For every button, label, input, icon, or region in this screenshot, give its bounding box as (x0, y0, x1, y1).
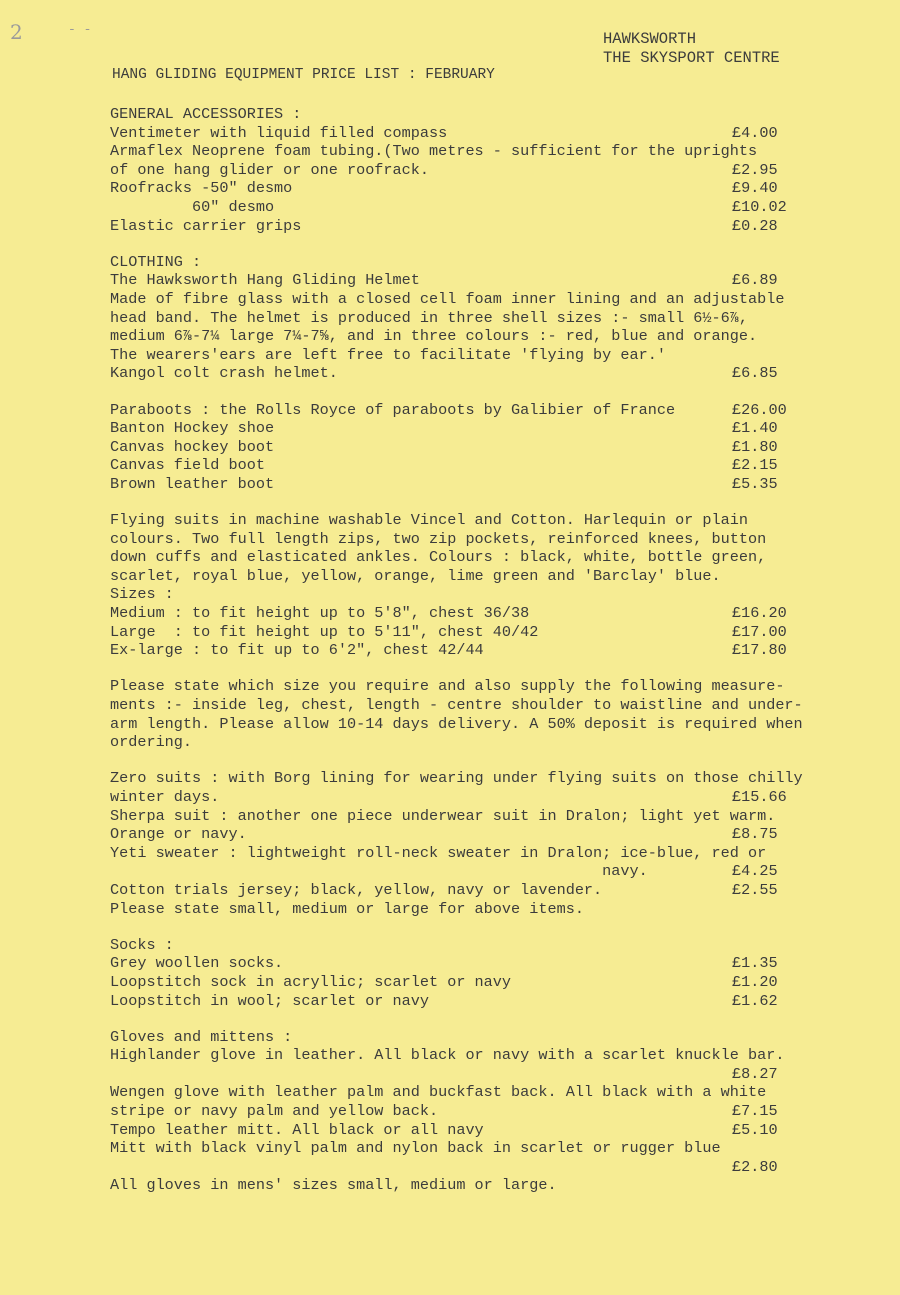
item-text: navy. (110, 862, 648, 881)
list-item (110, 142, 820, 161)
item-text: Roofracks -50" desmo (110, 179, 293, 198)
description-line (110, 567, 820, 586)
description-line (110, 511, 820, 530)
list-item (110, 124, 820, 143)
page-title: HANG GLIDING EQUIPMENT PRICE LIST : FEBRUARY (112, 67, 495, 83)
section-heading (110, 105, 820, 124)
pencil-mark-2: - - (68, 22, 92, 37)
list-item (110, 364, 820, 383)
description-line (110, 548, 820, 567)
item-text: winter days. (110, 787, 220, 806)
item-price: £15.66 (732, 787, 787, 806)
list-item (110, 825, 820, 844)
item-text: CLOTHING : (110, 252, 202, 271)
item-price: £1.20 (732, 972, 778, 991)
item-price: £1.62 (732, 991, 778, 1010)
item-text: Canvas field boot (110, 456, 265, 475)
list-item (110, 844, 820, 863)
item-text: Highlander glove in leather. All black or navy with a scarlet knuckle bar. (110, 1046, 785, 1065)
list-item (110, 1121, 820, 1140)
size-item (110, 623, 820, 642)
note-line (110, 715, 820, 734)
company-name: HAWKSWORTH (603, 30, 697, 48)
item-text: All gloves in mens' sizes small, medium or large. (110, 1176, 557, 1195)
list-item (110, 179, 820, 198)
section-heading (110, 253, 820, 272)
spacer (110, 1010, 820, 1028)
size-item (110, 604, 820, 623)
item-text: ments :- inside leg, chest, length - centre shoulder to waistline and under- (110, 696, 803, 714)
list-item (110, 271, 820, 290)
item-price: £1.35 (732, 954, 778, 973)
item-text: arm length. Please allow 10-14 days delivery. A 50% deposit is required when (110, 714, 803, 733)
note-line (110, 677, 820, 696)
list-item (110, 419, 820, 438)
pencil-mark: 2 (10, 20, 23, 44)
item-price: £2.15 (732, 456, 778, 475)
list-item (110, 1102, 820, 1121)
note-line (110, 696, 820, 715)
item-price: £26.00 (732, 400, 787, 419)
item-price: £6.85 (732, 364, 778, 383)
list-item (110, 788, 820, 807)
item-text: GENERAL ACCESSORIES : (110, 105, 302, 123)
item-text: Sizes : (110, 585, 174, 604)
section-heading (110, 936, 820, 955)
list-item (110, 973, 820, 992)
item-price: £2.95 (732, 160, 778, 179)
list-item (110, 1158, 820, 1177)
list-item (110, 161, 820, 180)
item-text: Gloves and mittens : (110, 1027, 293, 1046)
item-text: Medium : to fit height up to 5'8", chest 36/38 (110, 604, 530, 623)
list-item (110, 862, 820, 881)
item-text: scarlet, royal blue, yellow, orange, lime green and 'Barclay' blue. (110, 566, 721, 585)
item-price: £5.35 (732, 474, 778, 493)
list-item (110, 475, 820, 494)
list-item (110, 1139, 820, 1158)
item-text: Wengen glove with leather palm and buckfast back. All black with a white (110, 1083, 767, 1102)
list-item (110, 900, 820, 919)
item-text: Cotton trials jersey; black, yellow, navy or lavender. (110, 880, 603, 899)
item-text: Orange or navy. (110, 825, 247, 844)
list-item (110, 438, 820, 457)
list-item (110, 217, 820, 236)
company-subtitle: THE SKYSPORT CENTRE (603, 49, 780, 67)
list-item (110, 456, 820, 475)
item-price: £9.40 (732, 179, 778, 198)
item-text: head band. The helmet is produced in three shell sizes :- small 6½-6⅞, (110, 308, 748, 327)
item-text: 60" desmo (110, 197, 275, 216)
spacer (110, 493, 820, 511)
item-text: Ventimeter with liquid filled compass (110, 123, 448, 142)
item-text: The Hawksworth Hang Gliding Helmet (110, 271, 420, 290)
item-price: £17.80 (732, 641, 787, 660)
item-price: £16.20 (732, 604, 787, 623)
item-text: Tempo leather mitt. All black or all navy (110, 1120, 484, 1139)
item-price: £7.15 (732, 1102, 778, 1121)
item-text: Sherpa suit : another one piece underwear suit in Dralon; light yet warm. (110, 806, 776, 825)
item-price: £8.75 (732, 825, 778, 844)
list-item (110, 769, 820, 788)
description-line (110, 530, 820, 549)
spacer (110, 383, 820, 401)
item-text: Kangol colt crash helmet. (110, 364, 338, 383)
list-item (110, 290, 820, 309)
item-text: Canvas hockey boot (110, 437, 275, 456)
item-text: Flying suits in machine washable Vincel and Cotton. Harlequin or plain (110, 511, 748, 530)
item-text: The wearers'ears are left free to facilitate 'flying by ear.' (110, 345, 666, 364)
list-item (110, 1065, 820, 1084)
size-item (110, 641, 820, 660)
list-item (110, 954, 820, 973)
list-item (110, 198, 820, 217)
item-text: Please state small, medium or large for above items. (110, 899, 584, 918)
item-text: Armaflex Neoprene foam tubing.(Two metres - sufficient for the uprights (110, 142, 758, 161)
list-item (110, 992, 820, 1011)
section-heading (110, 1028, 820, 1047)
item-price: £4.25 (732, 862, 778, 881)
item-price: £0.28 (732, 216, 778, 235)
note-line (110, 733, 820, 752)
item-text: Please state which size you require and also supply the following measure- (110, 677, 785, 696)
item-text: Loopstitch in wool; scarlet or navy (110, 991, 429, 1010)
item-price: £2.80 (732, 1157, 778, 1176)
price-list-body (110, 105, 820, 1195)
spacer (110, 660, 820, 678)
list-item (110, 1083, 820, 1102)
list-item (110, 401, 820, 420)
spacer (110, 235, 820, 253)
list-item (110, 309, 820, 328)
list-item (110, 327, 820, 346)
item-price: £10.02 (732, 197, 787, 216)
list-item (110, 881, 820, 900)
spacer (110, 918, 820, 936)
letterhead (603, 30, 780, 68)
item-text: medium 6⅞-7¼ large 7¼-7⅝, and in three colours :- red, blue and orange. (110, 327, 758, 346)
list-item (110, 346, 820, 365)
item-price: £6.89 (732, 271, 778, 290)
list-item (110, 1046, 820, 1065)
item-text: stripe or navy palm and yellow back. (110, 1102, 439, 1121)
item-text: ordering. (110, 733, 193, 752)
item-price: £17.00 (732, 622, 787, 641)
item-text: Large : to fit height up to 5'11", chest 40/42 (110, 622, 539, 641)
item-price: £5.10 (732, 1120, 778, 1139)
item-text: Paraboots : the Rolls Royce of paraboots by Galibier of France (110, 400, 676, 419)
item-text: Made of fibre glass with a closed cell foam inner lining and an adjustable (110, 289, 785, 308)
item-price: £8.27 (732, 1064, 778, 1083)
item-price: £1.80 (732, 437, 778, 456)
item-text: Banton Hockey shoe (110, 419, 275, 438)
list-item (110, 807, 820, 826)
item-price: £2.55 (732, 880, 778, 899)
list-item (110, 1176, 820, 1195)
item-text: down cuffs and elasticated ankles. Colours : black, white, bottle green, (110, 548, 767, 567)
item-text: Mitt with black vinyl palm and nylon back in scarlet or rugger blue (110, 1139, 721, 1158)
description-line (110, 585, 820, 604)
item-text: Socks : (110, 935, 174, 954)
item-text: Zero suits : with Borg lining for wearing under flying suits on those chilly (110, 769, 803, 788)
item-text: colours. Two full length zips, two zip pockets, reinforced knees, button (110, 529, 767, 548)
item-text: Loopstitch sock in acryllic; scarlet or navy (110, 972, 512, 991)
item-text: of one hang glider or one roofrack. (110, 160, 429, 179)
item-text: Yeti sweater : lightweight roll-neck sweater in Dralon; ice-blue, red or (110, 843, 767, 862)
item-text: Grey woollen socks. (110, 954, 284, 973)
item-text: Elastic carrier grips (110, 216, 302, 235)
item-text: Brown leather boot (110, 474, 275, 493)
item-price: £1.40 (732, 419, 778, 438)
item-price: £4.00 (732, 123, 778, 142)
spacer (110, 752, 820, 770)
item-text: Ex-large : to fit up to 6'2", chest 42/44 (110, 641, 484, 660)
